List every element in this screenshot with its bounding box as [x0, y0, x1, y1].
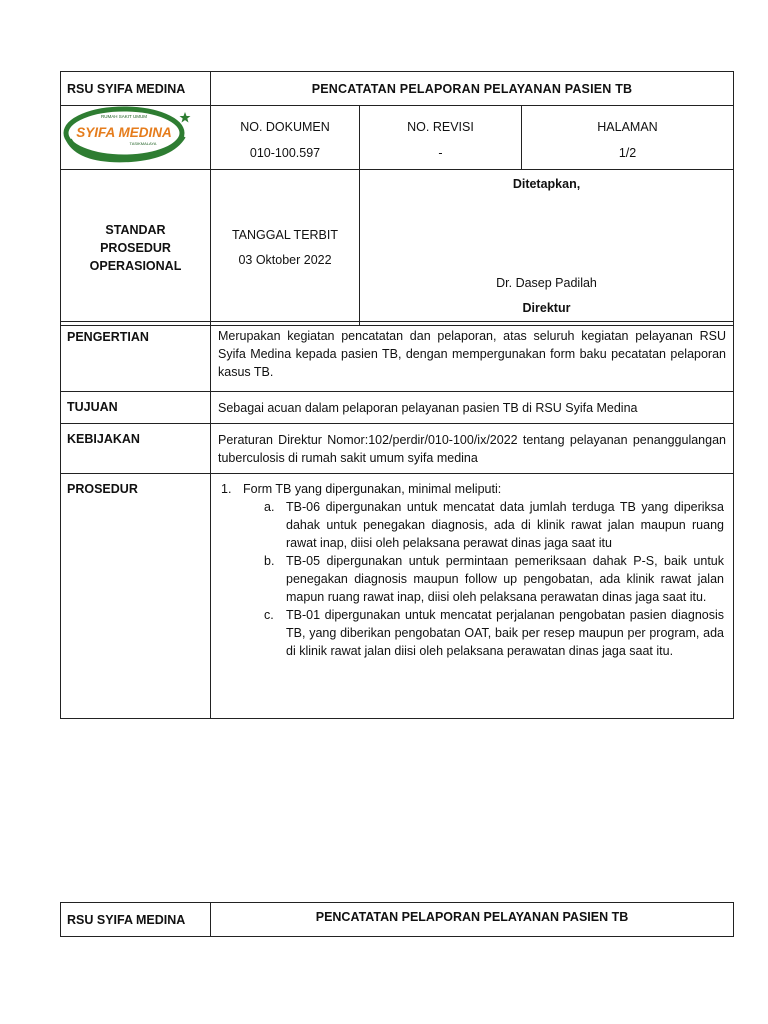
pengertian-text: Merupakan kegiatan pencatatan dan pelaporan, atas seluruh kegiatan pelayanan RSU Syifa Medina kepada pasien TB, dengan mempergunakan form baku pecatatan pelaporan kasus TB.: [211, 322, 734, 392]
issue-date-label: TANGGAL TERBIT: [231, 227, 339, 242]
tujuan-label: TUJUAN: [61, 392, 211, 424]
logo-top-text: RUMAH SAKIT UMUM: [101, 114, 147, 119]
kebijakan-label: KEBIJAKAN: [61, 424, 211, 474]
page2-header-table: [60, 902, 734, 937]
issue-date: 03 Oktober 2022: [238, 252, 332, 267]
logo-star-icon: [180, 112, 191, 123]
page2-hospital-name: RSU SYIFA MEDINA: [61, 903, 211, 937]
doc-number: 010-100.597: [249, 146, 321, 160]
sop-header-table: [60, 71, 734, 326]
step-intro: Form TB yang dipergunakan, minimal meliputi:: [243, 482, 502, 496]
page-cell: [522, 106, 734, 170]
revision-number: -: [438, 146, 443, 160]
hospital-name: RSU SYIFA MEDINA: [61, 72, 211, 106]
document-title: PENCATATAN PELAPORAN PELAYANAN PASIEN TB: [211, 72, 734, 106]
list-item: b. TB-05 dipergunakan untuk permintaan pemeriksaan dahak P-S, baik untuk penegakan diagnosis maupun follow up pengobatan, ada klinik rawat jalan mapun ruang rawat inap, diisi oleh pelaksana perawatan dinas jaga saat itu.: [264, 554, 724, 604]
pengertian-label: PENGERTIAN: [61, 322, 211, 392]
page2-document-title: PENCATATAN PELAPORAN PELAYANAN PASIEN TB: [211, 903, 734, 937]
prosedur-sublist: [264, 498, 724, 660]
page-number: 1/2: [618, 146, 637, 160]
step-number: 1.: [221, 482, 232, 496]
signer-name: Dr. Dasep Padilah: [496, 276, 597, 290]
signer-title: Direktur: [522, 301, 571, 315]
approved-label: Ditetapkan,: [512, 177, 581, 191]
prosedur-label: PROSEDUR: [61, 474, 211, 719]
page-label: HALAMAN: [597, 120, 658, 134]
prosedur-content: [211, 474, 734, 719]
sop-body-table: [60, 321, 734, 719]
doc-number-cell: [211, 106, 360, 170]
revision-cell: [360, 106, 522, 170]
approval-cell: [360, 170, 734, 326]
logo-city-text: TASIKMALAYA: [129, 141, 157, 146]
issue-date-cell: [211, 170, 360, 326]
syifa-medina-logo: [61, 106, 209, 166]
doc-number-label: NO. DOKUMEN: [240, 120, 330, 134]
revision-label: NO. REVISI: [407, 120, 474, 134]
tujuan-text: Sebagai acuan dalam pelaporan pelayanan pasien TB di RSU Syifa Medina: [211, 392, 734, 424]
sop-label: STANDAR PROSEDUR OPERASIONAL: [61, 170, 211, 326]
list-item: a. TB-06 dipergunakan untuk mencatat data jumlah terduga TB yang diperiksa dahak untuk penegakan diagnosis, ada di klinik rawat jalan maupun ruang rawat inap, diisi oleh pelaksana perawat dinas jaga saat itu: [264, 500, 724, 550]
list-item: c. TB-01 dipergunakan untuk mencatat perjalanan pengobatan pasien diagnosis TB, yang diberikan pengobatan OAT, baik per resep maupun per program, ada di klinik rawat jalan diisi oleh pelaksana perawatan dinas jaga saat itu.: [264, 608, 724, 658]
hospital-logo: [61, 106, 211, 170]
prosedur-step-1: [218, 480, 724, 498]
logo-name-text: SYIFA MEDINA: [76, 125, 172, 140]
kebijakan-text: Peraturan Direktur Nomor:102/perdir/010-100/ix/2022 tentang pelayanan penanggulangan tuberculosis di rumah sakit umum syifa medina: [211, 424, 734, 474]
